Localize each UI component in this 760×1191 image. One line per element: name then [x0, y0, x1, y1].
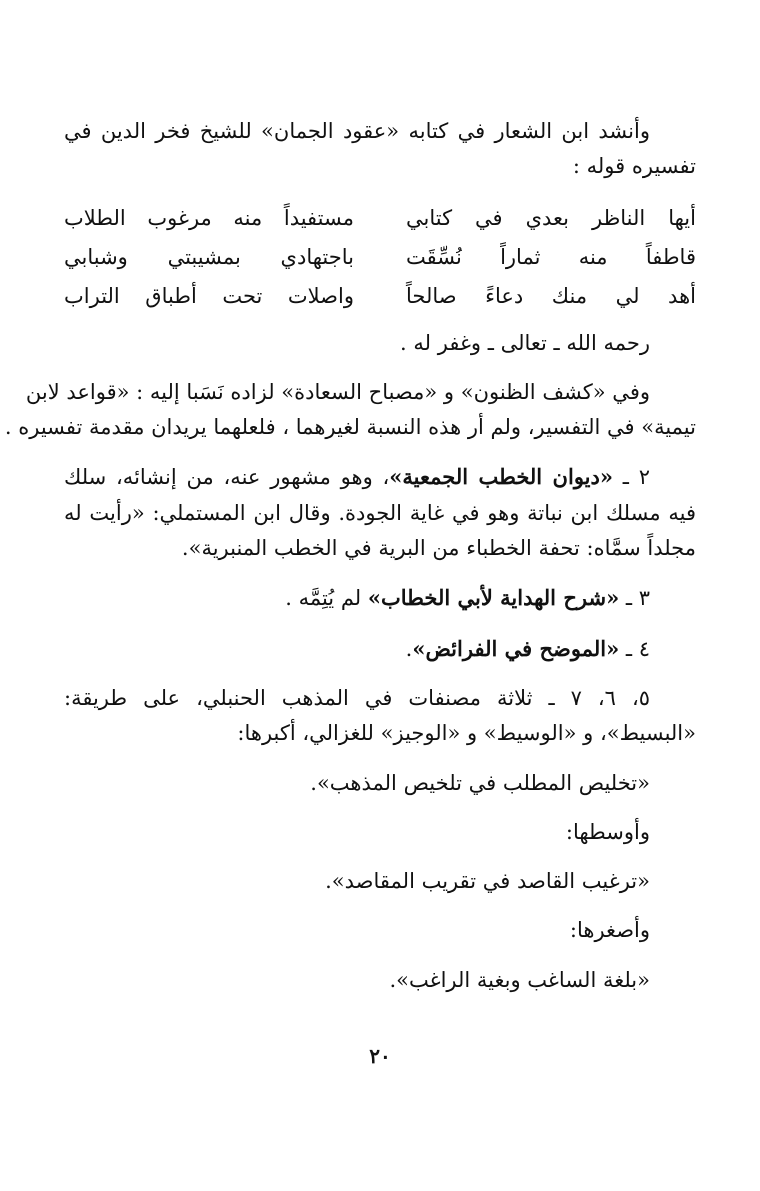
item-3-number: ٣ ـ: [619, 586, 650, 611]
poem: [64, 199, 696, 316]
item-4-number: ٤ ـ: [619, 636, 650, 661]
item-4: [64, 635, 696, 663]
verse: [64, 277, 696, 316]
verse-second-hemistich: باجتهادي بمشيبتي وشبابي: [64, 244, 354, 269]
item-3-title: «شرح الهداية لأبي الخطاب»: [367, 585, 620, 611]
verse: [64, 238, 696, 277]
page-body: [4, 118, 696, 994]
item-4-title: «الموضح في الفرائض»: [412, 635, 620, 661]
smallest-work: «بلغة الساغب وبغية الراغب».: [389, 967, 650, 992]
item-5-line-1: ٥، ٦، ٧ ـ ثلاثة مصنفات في المذهب الحنبلي، على طريقة:: [64, 685, 651, 710]
item-2-line-2: فيه مسلك ابن نباتة وهو في غاية الجودة. وقال ابن المستملي: «رأيت له: [64, 500, 696, 525]
item-2-line-3: مجلداً سمَّاه: تحفة الخطباء من البرية في الخطب المنبرية».: [181, 536, 696, 561]
item-3-text: لم يُتِمَّه .: [285, 586, 368, 611]
after-poem-text: رحمه الله ـ تعالى ـ وغفر له .: [400, 330, 650, 355]
item-3: [64, 584, 696, 612]
item-2-text: ، وهو مشهور عنه، من إنشائه، سلك: [64, 465, 390, 490]
middle-work: «ترغيب القاصد في تقريب المقاصد».: [325, 869, 650, 894]
verse-second-hemistich: واصلات تحت أطباق التراب: [64, 283, 354, 308]
verse: [64, 199, 696, 238]
verse-first-hemistich: قاطفاً منه ثماراً نُسِّقَت: [406, 244, 696, 269]
item-2-title: «ديوان الخطب الجمعية»: [389, 464, 613, 490]
note-line-1: وفي «كشف الظنون» و «مصباح السعادة» لزاده نَسَبا إليه : «قواعد لابن: [25, 379, 650, 404]
verse-first-hemistich: أهد لي منك دعاءً صالحاً: [406, 283, 696, 308]
item-5-line-2: «البسيط»، و «الوسيط» و «الوجيز» للغزالي، أكبرها:: [237, 721, 696, 746]
note-line-2: تيمية» في التفسير، ولم أر هذه النسبة لغيرهما ، فلعلهما يريدان مقدمة تفسيره .: [4, 415, 696, 440]
page-number: ٢٠: [369, 1044, 391, 1068]
middle-label: وأوسطها:: [565, 819, 650, 844]
verse-first-hemistich: أيها الناظر بعدي في كتابي: [406, 205, 696, 230]
verse-second-hemistich: مستفيداً منه مرغوب الطلاب: [64, 205, 354, 230]
intro-line-2: تفسيره قوله :: [572, 154, 696, 179]
item-2-line-1: [64, 463, 696, 491]
item-4-text: .: [405, 636, 413, 661]
smallest-label: وأصغرها:: [569, 918, 650, 943]
item-2-number: ٢ ـ: [612, 465, 650, 490]
largest-work: «تخليص المطلب في تلخيص المذهب».: [310, 770, 650, 795]
intro-line-1: وأنشد ابن الشعار في كتابه «عقود الجمان» للشيخ فخر الدين في: [64, 119, 650, 143]
